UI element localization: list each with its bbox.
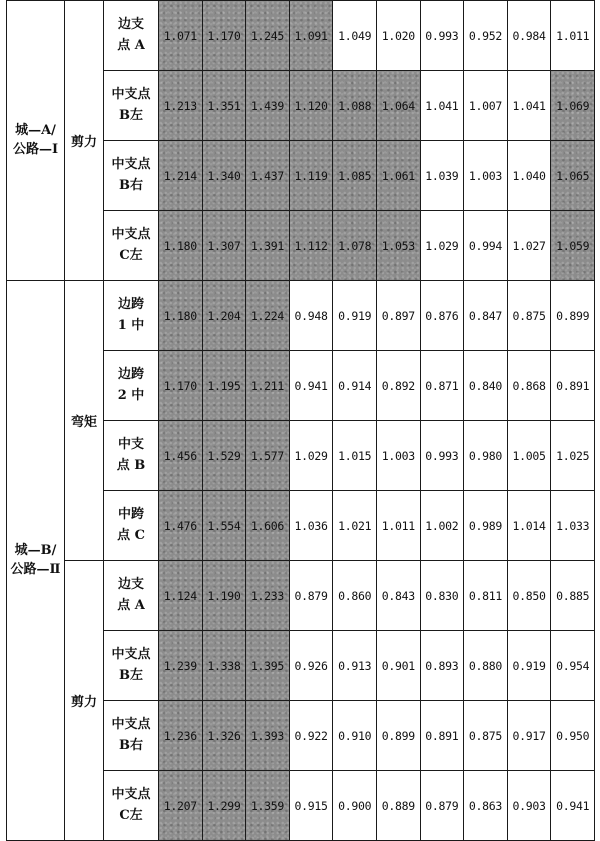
table-cell-value: 1.069 xyxy=(551,71,595,141)
table-cell-value: 1.061 xyxy=(376,141,420,211)
table-row xyxy=(7,561,595,631)
table-cell-value: 0.948 xyxy=(289,281,333,351)
section-position-label: 中支点 B左 xyxy=(104,71,159,141)
table-cell-value: 1.078 xyxy=(333,211,377,281)
table-cell-value: 0.984 xyxy=(507,1,551,71)
table-cell-value: 0.915 xyxy=(289,771,333,841)
table-cell-value: 1.299 xyxy=(202,771,246,841)
table-cell-value: 0.926 xyxy=(289,631,333,701)
table-cell-value: 1.359 xyxy=(246,771,290,841)
table-cell-value: 1.021 xyxy=(333,491,377,561)
table-cell-value: 0.811 xyxy=(464,561,508,631)
table-cell-value: 1.053 xyxy=(376,211,420,281)
table-cell-value: 0.891 xyxy=(420,701,464,771)
load-class-label: 城—A/ 公路—Ⅰ xyxy=(7,1,65,281)
table-cell-value: 0.880 xyxy=(464,631,508,701)
table-cell-value: 1.529 xyxy=(202,421,246,491)
table-cell-value: 1.036 xyxy=(289,491,333,561)
section-position-label: 中支点 C左 xyxy=(104,771,159,841)
section-position-label: 中跨 点 C xyxy=(104,491,159,561)
table-cell-value: 1.041 xyxy=(420,71,464,141)
table-cell-value: 1.170 xyxy=(159,351,203,421)
table-cell-value: 1.395 xyxy=(246,631,290,701)
section-position-label: 边支 点 A xyxy=(104,561,159,631)
table-cell-value: 1.041 xyxy=(507,71,551,141)
table-cell-value: 1.011 xyxy=(376,491,420,561)
table-row xyxy=(7,1,595,71)
table-cell-value: 0.993 xyxy=(420,1,464,71)
table-cell-value: 1.027 xyxy=(507,211,551,281)
table-cell-value: 1.204 xyxy=(202,281,246,351)
table-cell-value: 0.900 xyxy=(333,771,377,841)
table-cell-value: 0.914 xyxy=(333,351,377,421)
coefficient-table xyxy=(6,0,595,841)
table-cell-value: 0.876 xyxy=(420,281,464,351)
table-cell-value: 0.980 xyxy=(464,421,508,491)
table-cell-value: 0.941 xyxy=(289,351,333,421)
table-cell-value: 0.903 xyxy=(507,771,551,841)
table-cell-value: 0.830 xyxy=(420,561,464,631)
table-cell-value: 1.029 xyxy=(420,211,464,281)
table-cell-value: 1.207 xyxy=(159,771,203,841)
section-position-label: 边跨 2 中 xyxy=(104,351,159,421)
table-cell-value: 0.860 xyxy=(333,561,377,631)
table-cell-value: 1.071 xyxy=(159,1,203,71)
section-position-label: 边支 点 A xyxy=(104,1,159,71)
table-cell-value: 0.952 xyxy=(464,1,508,71)
table-cell-value: 1.091 xyxy=(289,1,333,71)
table-cell-value: 1.245 xyxy=(246,1,290,71)
table-cell-value: 0.941 xyxy=(551,771,595,841)
table-cell-value: 1.040 xyxy=(507,141,551,211)
table-cell-value: 0.871 xyxy=(420,351,464,421)
table-cell-value: 0.892 xyxy=(376,351,420,421)
table-cell-value: 1.351 xyxy=(202,71,246,141)
section-position-label: 中支点 B右 xyxy=(104,141,159,211)
effect-type-label: 剪力 xyxy=(65,561,104,841)
table-cell-value: 1.180 xyxy=(159,211,203,281)
table-cell-value: 1.236 xyxy=(159,701,203,771)
table-cell-value: 0.891 xyxy=(551,351,595,421)
table-cell-value: 0.868 xyxy=(507,351,551,421)
section-position-label: 边跨 1 中 xyxy=(104,281,159,351)
table-cell-value: 1.437 xyxy=(246,141,290,211)
table-cell-value: 0.875 xyxy=(507,281,551,351)
table-cell-value: 1.190 xyxy=(202,561,246,631)
table-cell-value: 0.850 xyxy=(507,561,551,631)
table-cell-value: 0.919 xyxy=(507,631,551,701)
table-cell-value: 1.211 xyxy=(246,351,290,421)
table-cell-value: 0.922 xyxy=(289,701,333,771)
table-cell-value: 1.059 xyxy=(551,211,595,281)
table-row xyxy=(7,281,595,351)
table-cell-value: 1.119 xyxy=(289,141,333,211)
table-cell-value: 1.014 xyxy=(507,491,551,561)
table-cell-value: 0.863 xyxy=(464,771,508,841)
table-cell-value: 1.439 xyxy=(246,71,290,141)
table-cell-value: 0.885 xyxy=(551,561,595,631)
section-position-label: 中支 点 B xyxy=(104,421,159,491)
table-cell-value: 1.025 xyxy=(551,421,595,491)
table-cell-value: 1.002 xyxy=(420,491,464,561)
table-cell-value: 0.910 xyxy=(333,701,377,771)
table-cell-value: 1.340 xyxy=(202,141,246,211)
table-cell-value: 1.029 xyxy=(289,421,333,491)
section-position-label: 中支点 C左 xyxy=(104,211,159,281)
table-cell-value: 0.897 xyxy=(376,281,420,351)
table-cell-value: 0.899 xyxy=(551,281,595,351)
table-cell-value: 0.919 xyxy=(333,281,377,351)
table-cell-value: 1.112 xyxy=(289,211,333,281)
table-cell-value: 1.088 xyxy=(333,71,377,141)
table-cell-value: 1.005 xyxy=(507,421,551,491)
table-cell-value: 0.843 xyxy=(376,561,420,631)
table-cell-value: 1.020 xyxy=(376,1,420,71)
table-cell-value: 1.003 xyxy=(376,421,420,491)
table-cell-value: 1.239 xyxy=(159,631,203,701)
table-cell-value: 1.120 xyxy=(289,71,333,141)
effect-type-label: 弯矩 xyxy=(65,281,104,561)
table-cell-value: 1.606 xyxy=(246,491,290,561)
table-cell-value: 1.124 xyxy=(159,561,203,631)
table-cell-value: 1.338 xyxy=(202,631,246,701)
table-cell-value: 1.170 xyxy=(202,1,246,71)
table-cell-value: 1.393 xyxy=(246,701,290,771)
table-cell-value: 1.007 xyxy=(464,71,508,141)
table-cell-value: 0.994 xyxy=(464,211,508,281)
table-cell-value: 1.033 xyxy=(551,491,595,561)
table-cell-value: 0.993 xyxy=(420,421,464,491)
table-cell-value: 1.195 xyxy=(202,351,246,421)
table-cell-value: 1.326 xyxy=(202,701,246,771)
table-cell-value: 0.989 xyxy=(464,491,508,561)
table-cell-value: 1.180 xyxy=(159,281,203,351)
table-cell-value: 0.954 xyxy=(551,631,595,701)
table-cell-value: 1.015 xyxy=(333,421,377,491)
table-cell-value: 0.879 xyxy=(289,561,333,631)
table-cell-value: 1.307 xyxy=(202,211,246,281)
table-cell-value: 1.003 xyxy=(464,141,508,211)
table-cell-value: 0.893 xyxy=(420,631,464,701)
table-cell-value: 1.554 xyxy=(202,491,246,561)
table-cell-value: 0.840 xyxy=(464,351,508,421)
table-cell-value: 0.917 xyxy=(507,701,551,771)
table-cell-value: 1.213 xyxy=(159,71,203,141)
table-cell-value: 1.476 xyxy=(159,491,203,561)
table-cell-value: 0.899 xyxy=(376,701,420,771)
table-cell-value: 1.391 xyxy=(246,211,290,281)
table-cell-value: 1.456 xyxy=(159,421,203,491)
table-cell-value: 1.085 xyxy=(333,141,377,211)
table-cell-value: 0.847 xyxy=(464,281,508,351)
table-body xyxy=(7,1,595,841)
table-cell-value: 0.875 xyxy=(464,701,508,771)
section-position-label: 中支点 B右 xyxy=(104,701,159,771)
table-cell-value: 0.879 xyxy=(420,771,464,841)
table-cell-value: 0.889 xyxy=(376,771,420,841)
table-cell-value: 0.901 xyxy=(376,631,420,701)
table-cell-value: 1.039 xyxy=(420,141,464,211)
table-cell-value: 0.913 xyxy=(333,631,377,701)
table-cell-value: 1.214 xyxy=(159,141,203,211)
load-class-label: 城—B/ 公路—Ⅱ xyxy=(7,281,65,841)
table-cell-value: 1.065 xyxy=(551,141,595,211)
table-cell-value: 1.011 xyxy=(551,1,595,71)
table-cell-value: 0.950 xyxy=(551,701,595,771)
table-cell-value: 1.064 xyxy=(376,71,420,141)
table-cell-value: 1.049 xyxy=(333,1,377,71)
table-cell-value: 1.577 xyxy=(246,421,290,491)
effect-type-label: 剪力 xyxy=(65,1,104,281)
section-position-label: 中支点 B左 xyxy=(104,631,159,701)
table-cell-value: 1.233 xyxy=(246,561,290,631)
table-cell-value: 1.224 xyxy=(246,281,290,351)
